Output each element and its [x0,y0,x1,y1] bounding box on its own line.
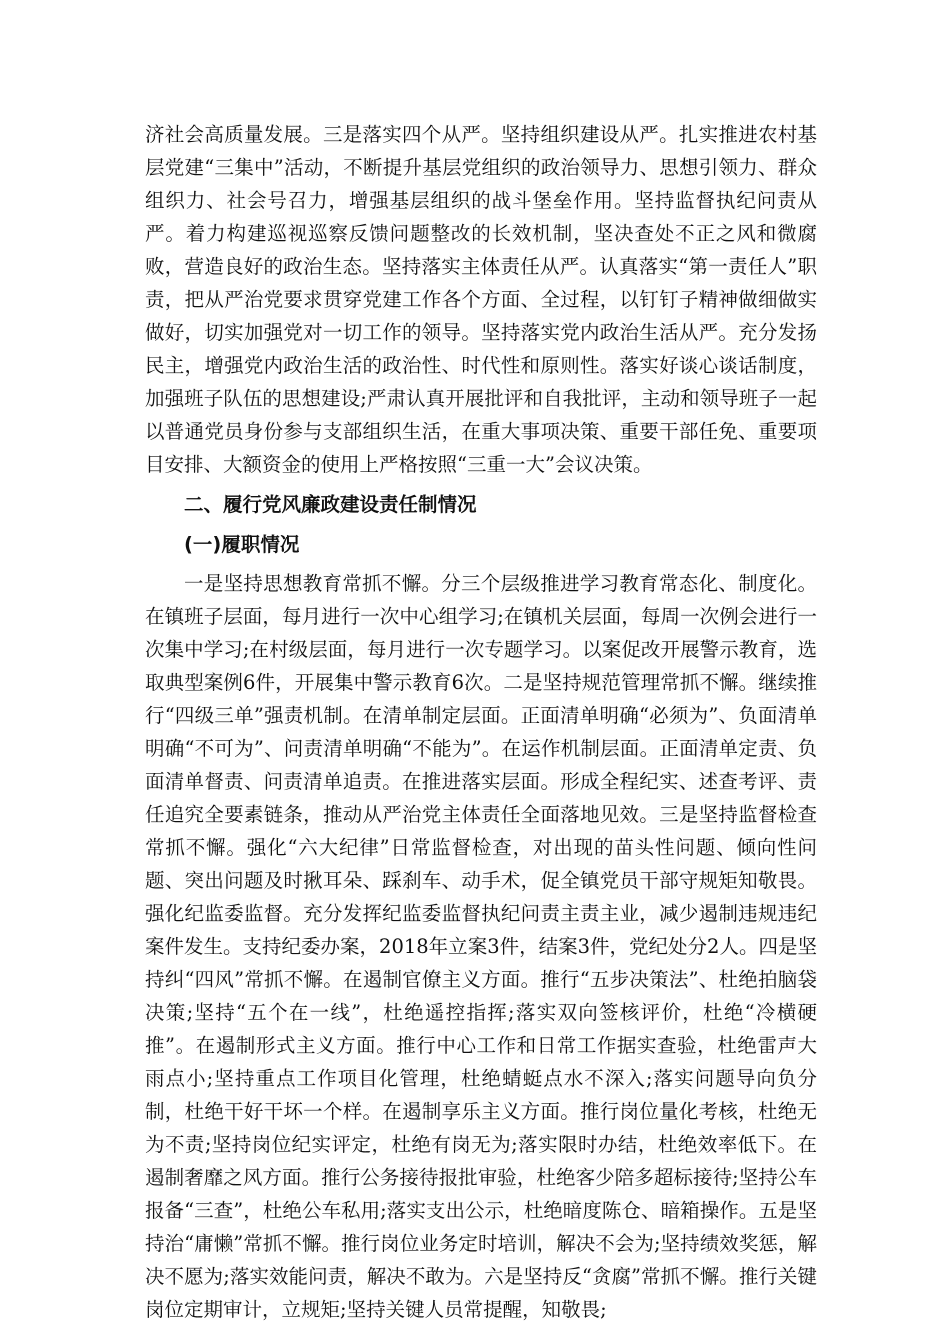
document-page [145,118,817,1326]
body-paragraph-continued: 济社会高质量发展。三是落实四个从严。坚持组织建设从严。扎实推进农村基层党建“三集中”活动，不断提升基层党组织的政治领导力、思想引领力、群众组织力、社会号召力，增强基层组织的战斗堡垒作用。坚持监督执纪问责从严。着力构建巡视巡察反馈问题整改的长效机制，坚决查处不正之风和微腐败，营造良好的政治生态。坚持落实主体责任从严。认真落实“第一责任人”职责，把从严治党要求贯穿党建工作各个方面、全过程，以钉钉子精神做细做实做好，切实加强党对一切工作的领导。坚持落实党内政治生活从严。充分发扬民主，增强党内政治生活的政治性、时代性和原则性。落实好谈心谈话制度，加强班子队伍的思想建设;严肃认真开展批评和自我批评，主动和领导班子一起以普通党员身份参与支部组织生活，在重大事项决策、重要干部任免、重要项目安排、大额资金的使用上严格按照“三重一大”会议决策。 [145,123,817,476]
body-paragraph: 一是坚持思想教育常抓不懈。分三个层级推进学习教育常态化、制度化。在镇班子层面，每月进行一次中心组学习;在镇机关层面，每周一次例会进行一次集中学习;在村级层面，每月进行一次专题学习。以案促改开展警示教育，选取典型案例6件，开展集中警示教育6次。二是坚持规范管理常抓不懈。继续推行“四级三单”强责机制。在清单制定层面。正面清单明确“必须为”、负面清单明确“不可为”、问责清单明确“不能为”。在运作机制层面。正面清单定责、负面清单督责、问责清单追责。在推进落实层面。形成全程纪实、述查考评、责任追究全要素链条，推动从严治党主体责任全面落地见效。三是坚持监督检查常抓不懈。强化“六大纪律”日常监督检查，对出现的苗头性问题、倾向性问题、突出问题及时揪耳朵、踩刹车、动手术，促全镇党员干部守规矩知敬畏。强化纪监委监督。充分发挥纪监委监督执纪问责主责主业，减少遏制违规违纪案件发生。支持纪委办案，2018年立案3件，结案3件，党纪处分2人。四是坚持纠“四风”常抓不懈。在遏制官僚主义方面。推行“五步决策法”、杜绝拍脑袋决策;坚持“五个在一线”，杜绝遥控指挥;落实双向签核评价，杜绝“冷横硬推”。在遏制形式主义方面。推行中心工作和日常工作据实查验，杜绝雷声大雨点小;坚持重点工作项目化管理，杜绝蜻蜓点水不深入;落实问题导向负分制，杜绝干好干坏一个样。在遏制享乐主义方面。推行岗位量化考核，杜绝无为不责;坚持岗位纪实评定，杜绝有岗无为;落实限时办结，杜绝效率低下。在遏制奢靡之风方面。推行公务接待报批审验，杜绝客少陪多超标接待;坚持公车报备“三查”，杜绝公车私用;落实支出公示，杜绝暗度陈仓、暗箱操作。五是坚持治“庸懒”常抓不懈。推行岗位业务定时培训，解决不会为;坚持绩效奖惩，解决不愿为;落实效能问责，解决不敢为。六是坚持反“贪腐”常抓不懈。推行关键岗位定期审计，立规矩;坚持关键人员常提醒，知敬畏; [145,572,817,1321]
subsection-heading: (一)履职情况 [184,533,300,556]
section-heading: 二、履行党风廉政建设责任制情况 [184,493,477,516]
